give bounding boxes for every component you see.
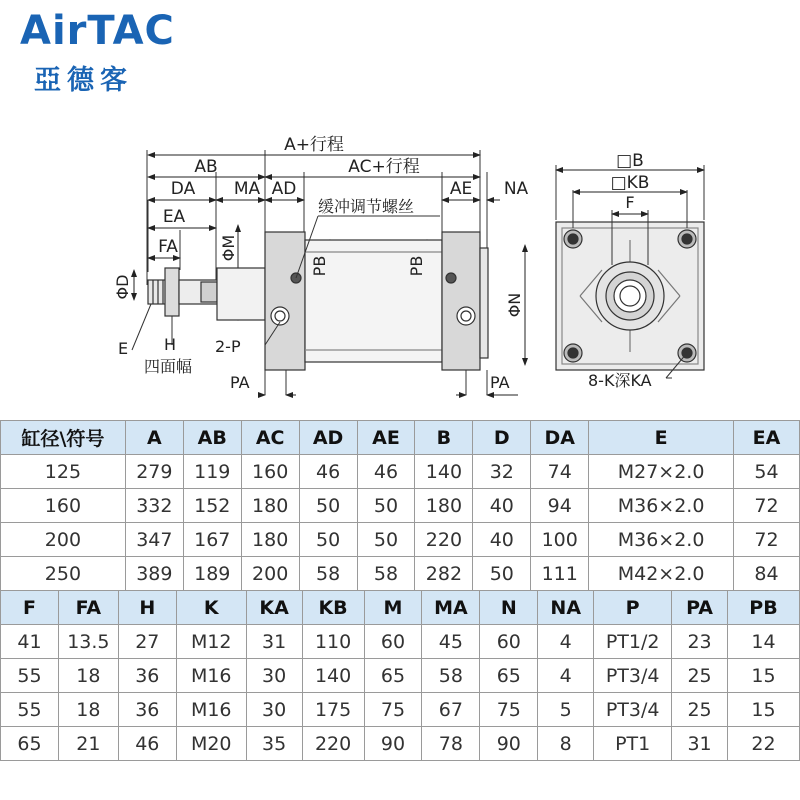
table-cell: 58 <box>422 659 480 693</box>
table2-header-cell: P <box>594 591 672 625</box>
table1-header-cell: A <box>125 421 183 455</box>
table-cell: 5 <box>538 693 594 727</box>
table2-header-cell: K <box>176 591 246 625</box>
table-cell: 100 <box>531 523 589 557</box>
table2-header-cell: PA <box>672 591 728 625</box>
table-cell: 40 <box>473 523 531 557</box>
table-cell: 160 <box>1 489 126 523</box>
table1-header-row <box>1 421 800 455</box>
table-cell: M36×2.0 <box>589 489 734 523</box>
table-cell: 36 <box>118 659 176 693</box>
table-cell: 15 <box>728 659 800 693</box>
table-cell: 72 <box>733 523 799 557</box>
table1-header-cell: EA <box>733 421 799 455</box>
table-cell: 75 <box>480 693 538 727</box>
label-ma: MA <box>233 179 261 199</box>
table-cell: 30 <box>246 659 302 693</box>
brand-name-cn: 亞德客 <box>34 65 133 96</box>
label-cushion: 缓冲调节螺丝 <box>318 197 415 216</box>
table-cell: 50 <box>299 489 357 523</box>
table-cell: 40 <box>473 489 531 523</box>
table-cell: M16 <box>176 659 246 693</box>
table-cell: 175 <box>302 693 364 727</box>
table1-header-cell: DA <box>531 421 589 455</box>
table-cell: 31 <box>672 727 728 761</box>
table-cell: 110 <box>302 625 364 659</box>
table1-header-cell: 缸径\符号 <box>1 421 126 455</box>
table-cell: 25 <box>672 659 728 693</box>
label-pa-left: PA <box>230 373 250 392</box>
label-two-p: 2-P <box>215 337 241 356</box>
label-e: E <box>118 339 129 358</box>
table-cell: M12 <box>176 625 246 659</box>
label-ea: EA <box>162 207 186 227</box>
table-cell: 45 <box>422 625 480 659</box>
table1-header-cell: AB <box>183 421 241 455</box>
table-cell: 180 <box>241 523 299 557</box>
label-b-box: □B <box>616 151 644 171</box>
table-cell: M42×2.0 <box>589 557 734 591</box>
table2-header-cell: M <box>364 591 422 625</box>
table2-header-cell: H <box>118 591 176 625</box>
table-cell: 4 <box>538 625 594 659</box>
table-row <box>1 455 800 489</box>
label-h: H <box>164 335 177 354</box>
spec-table-1 <box>0 420 800 591</box>
label-ab: AB <box>194 157 218 177</box>
table-cell: 167 <box>183 523 241 557</box>
label-na: NA <box>503 179 529 199</box>
table-cell: 60 <box>364 625 422 659</box>
table-cell: 160 <box>241 455 299 489</box>
label-pa-right: PA <box>490 373 510 392</box>
table1-header-cell: D <box>473 421 531 455</box>
label-ac-stroke: AC+行程 <box>348 157 420 177</box>
label-pb-left: PB <box>310 255 329 277</box>
table-cell: 65 <box>364 659 422 693</box>
table-row <box>1 625 800 659</box>
table-cell: 200 <box>241 557 299 591</box>
table-cell: 50 <box>357 523 415 557</box>
table-cell: 58 <box>299 557 357 591</box>
table-cell: 279 <box>125 455 183 489</box>
table2-header-row <box>1 591 800 625</box>
table1-header-cell: AE <box>357 421 415 455</box>
table-cell: 60 <box>480 625 538 659</box>
table-cell: 72 <box>733 489 799 523</box>
label-a-stroke: A+行程 <box>284 135 344 155</box>
table-cell: 220 <box>415 523 473 557</box>
table-cell: 125 <box>1 455 126 489</box>
label-f: F <box>625 193 635 212</box>
table-cell: 18 <box>58 693 118 727</box>
label-phi-d: ΦD <box>113 274 132 300</box>
table-cell: 389 <box>125 557 183 591</box>
table-cell: 15 <box>728 693 800 727</box>
brand-name: AirTAC <box>20 8 175 54</box>
table-cell: 332 <box>125 489 183 523</box>
table-cell: 78 <box>422 727 480 761</box>
table-cell: 55 <box>1 693 59 727</box>
table-cell: 90 <box>364 727 422 761</box>
table-cell: 189 <box>183 557 241 591</box>
table2-header-cell: KB <box>302 591 364 625</box>
table2-header-cell: N <box>480 591 538 625</box>
table-cell: 50 <box>473 557 531 591</box>
table-cell: 4 <box>538 659 594 693</box>
table-cell: 46 <box>118 727 176 761</box>
table-cell: 75 <box>364 693 422 727</box>
table-cell: M20 <box>176 727 246 761</box>
table-cell: 67 <box>422 693 480 727</box>
table-row <box>1 523 800 557</box>
table-row <box>1 557 800 591</box>
label-phi-m: ΦM <box>219 234 238 262</box>
label-kb-box: □KB <box>610 173 650 193</box>
table-row <box>1 693 800 727</box>
table-row <box>1 659 800 693</box>
table-row <box>1 727 800 761</box>
table-cell: 220 <box>302 727 364 761</box>
table-cell: M27×2.0 <box>589 455 734 489</box>
table-cell: 31 <box>246 625 302 659</box>
label-four-faces: 四面幅 <box>144 357 193 376</box>
table1-header-cell: AD <box>299 421 357 455</box>
table-cell: 347 <box>125 523 183 557</box>
table-cell: M16 <box>176 693 246 727</box>
table-cell: 54 <box>733 455 799 489</box>
table-cell: 22 <box>728 727 800 761</box>
label-pb-right: PB <box>407 255 426 277</box>
table-cell: PT3/4 <box>594 659 672 693</box>
table1-header-cell: B <box>415 421 473 455</box>
table-cell: 152 <box>183 489 241 523</box>
table-cell: 180 <box>241 489 299 523</box>
table-cell: PT1/2 <box>594 625 672 659</box>
table-cell: 250 <box>1 557 126 591</box>
table-cell: 50 <box>357 489 415 523</box>
table-cell: PT1 <box>594 727 672 761</box>
table-cell: 111 <box>531 557 589 591</box>
table-cell: 23 <box>672 625 728 659</box>
table-cell: 21 <box>58 727 118 761</box>
table-cell: 27 <box>118 625 176 659</box>
label-ad: AD <box>271 179 297 199</box>
table-cell: 32 <box>473 455 531 489</box>
table-cell: 84 <box>733 557 799 591</box>
table-cell: 25 <box>672 693 728 727</box>
label-k-depth: 8-K深KA <box>588 371 652 390</box>
table-row <box>1 489 800 523</box>
table-cell: 140 <box>415 455 473 489</box>
table-cell: 65 <box>1 727 59 761</box>
table-cell: 94 <box>531 489 589 523</box>
table-cell: 18 <box>58 659 118 693</box>
table-cell: 140 <box>302 659 364 693</box>
spec-table-2 <box>0 590 800 761</box>
label-ae: AE <box>449 179 473 199</box>
table-cell: 46 <box>299 455 357 489</box>
table2-header-cell: MA <box>422 591 480 625</box>
table1-header-cell: E <box>589 421 734 455</box>
table-cell: 14 <box>728 625 800 659</box>
table-cell: PT3/4 <box>594 693 672 727</box>
table2-header-cell: PB <box>728 591 800 625</box>
table-cell: 36 <box>118 693 176 727</box>
table-cell: 35 <box>246 727 302 761</box>
table1-header-cell: AC <box>241 421 299 455</box>
table-cell: 200 <box>1 523 126 557</box>
table-cell: 30 <box>246 693 302 727</box>
table-cell: 55 <box>1 659 59 693</box>
table-cell: 65 <box>480 659 538 693</box>
table-cell: 119 <box>183 455 241 489</box>
table-cell: M36×2.0 <box>589 523 734 557</box>
table-cell: 8 <box>538 727 594 761</box>
label-phi-n: ΦN <box>505 292 524 318</box>
table-cell: 41 <box>1 625 59 659</box>
label-fa: FA <box>158 237 178 257</box>
table-cell: 50 <box>299 523 357 557</box>
table-cell: 13.5 <box>58 625 118 659</box>
table-cell: 90 <box>480 727 538 761</box>
table-cell: 74 <box>531 455 589 489</box>
table2-header-cell: KA <box>246 591 302 625</box>
table-cell: 282 <box>415 557 473 591</box>
table-cell: 58 <box>357 557 415 591</box>
table-cell: 180 <box>415 489 473 523</box>
label-da: DA <box>170 179 196 199</box>
table2-header-cell: FA <box>58 591 118 625</box>
table2-header-cell: NA <box>538 591 594 625</box>
table-cell: 46 <box>357 455 415 489</box>
table2-header-cell: F <box>1 591 59 625</box>
